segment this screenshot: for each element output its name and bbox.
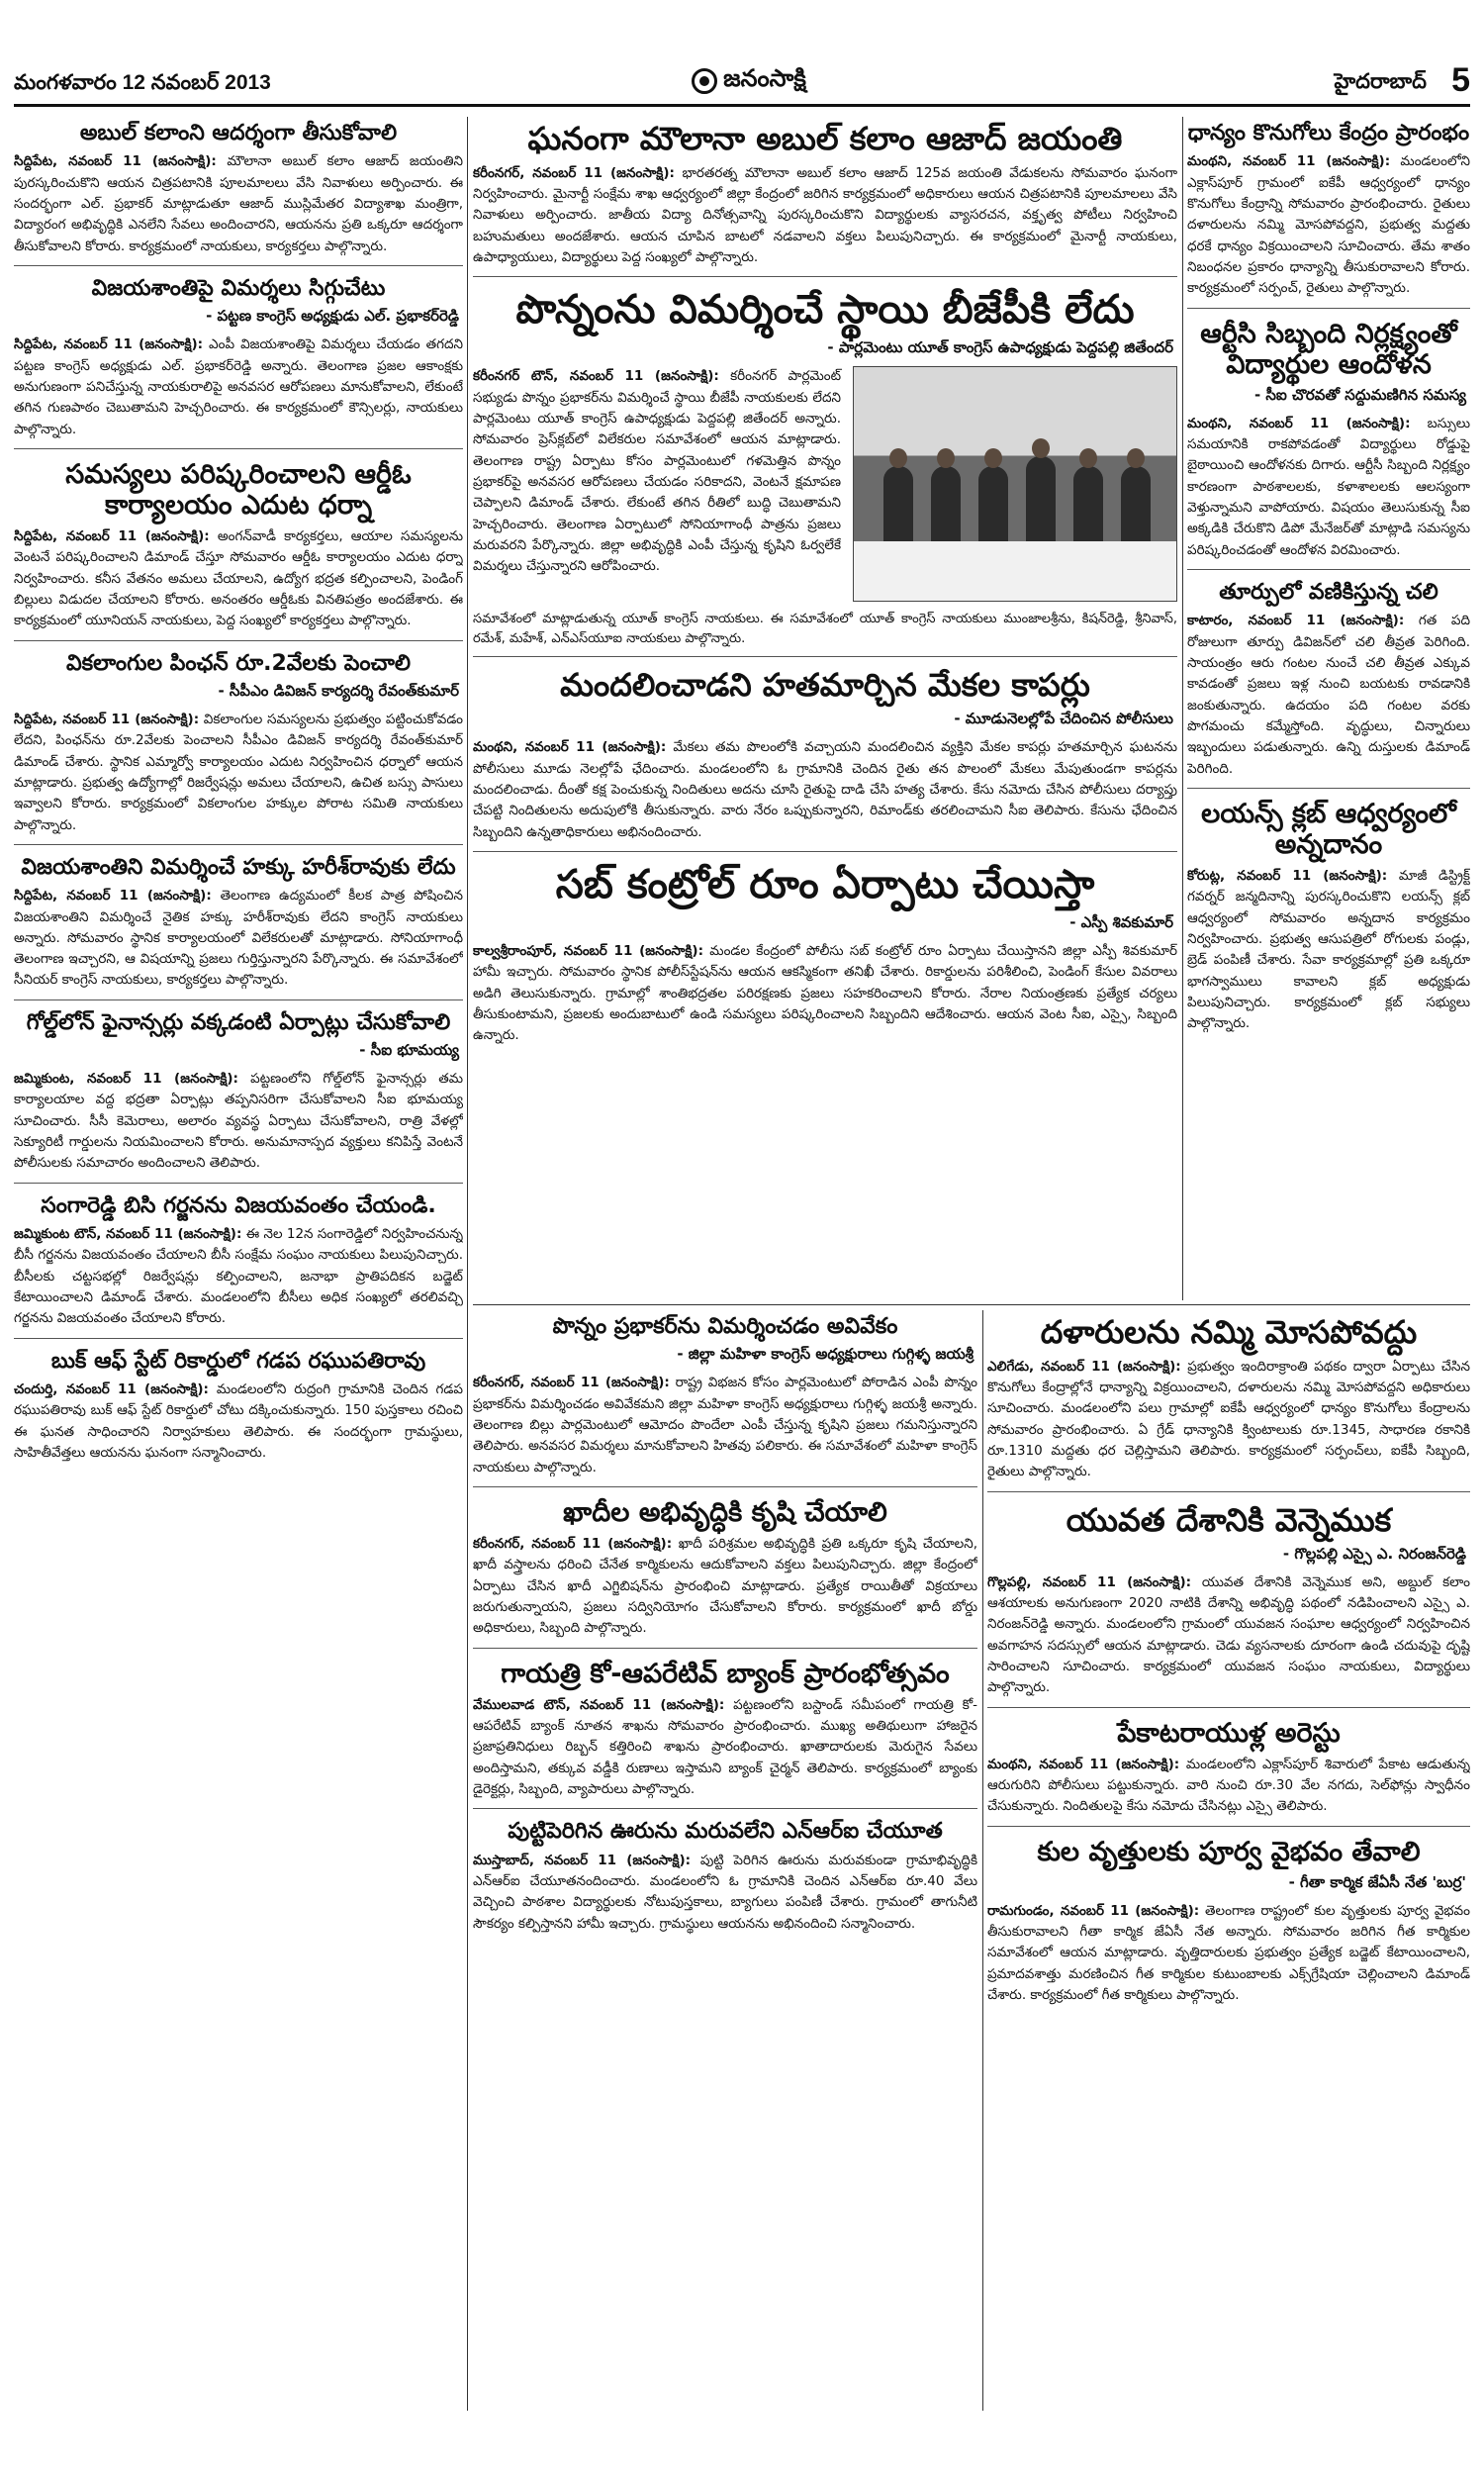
article-text: అంగన్‌వాడీ కార్యకర్తలు, ఆయాల సమస్యలను వెంటనే పరిష్కరించాలని డిమాండ్ చేస్తూ సోమవారం ఆర్డీఓ కార్యాలయం ఎదుట ధర్నా నిర్వహించారు. కనీస వేతనం అమలు చేయాలని, ఉద్యోగ భద్రత కల్పించాలని, పెండింగ్ బిల్లులు విడుదల చేయాలని కోరారు. అనంతరం ఆర్డీఓకు వినతిపత్రం అందజేశారు. ఈ కార్యక్రమంలో యూనియన్ నాయకులు, పెద్ద సంఖ్యలో కార్యకర్తలు పాల్గొన్నారు. <box>14 527 463 629</box>
issue-date: మంగళవారం 12 నవంబర్ 2013 <box>14 71 271 94</box>
dateline: చందుర్తి, నవంబర్ 11 (జనంసాక్షి): <box>14 1380 209 1397</box>
article-body <box>14 334 463 440</box>
dateline: కరీంనగర్, నవంబర్ 11 (జనంసాక్షి): <box>473 1535 673 1552</box>
headline: పుట్టిపెరిగిన ఊరును మరువలేని ఎన్‌ఆర్‌ఐ చేయూత <box>508 1819 943 1845</box>
headline: సబ్ కంట్రోల్ రూం ఏర్పాటు చేయిస్తా <box>555 861 1095 907</box>
headline: గాయత్రి కో-ఆపరేటివ్ బ్యాంక్ ప్రారంభోత్సవం <box>501 1658 950 1689</box>
article-text: మేకలు తమ పొలంలోకి వచ్చాయని మందలించిన వ్యక్తిని మేకల కాపర్లు హతమార్చిన ఘటనను పోలీసులు మూడు నెలల్లోపే ఛేదించారు. మండలంలోని ఓ గ్రామానికి చెందిన రైతు తన పొలంలో మేకలు మేపుతుండగా కాపర్లను మందలించాడు. దీంతో కక్ష పెంచుకున్న నిందితులు అదను చూసి రైతుపై దాడి చేసి హత్య చేశారు. కేసు నమోదు చేసిన పోలీసులు దర్యాప్తు చేపట్టి నిందితులను అదుపులోకి తీసుకున్నారు. వారు నేరం ఒప్పుకున్నారని, రిమాండ్‌కు తరలించామని సీఐ తెలిపారు. కేసును ఛేదించిన సిబ్బందిని ఉన్నతాధికారులు అభినందించారు. <box>473 739 1177 840</box>
article-text: మౌలానా అబుల్ కలాం ఆజాద్ జయంతిని పురస్కరించుకొని ఆయన చిత్రపటానికి పూలమాలలు వేసి నివాళులు అర్పించారు. ఈ సందర్భంగా ఎల్. ప్రభాకర్ మాట్లాడుతూ ఆజాద్ ముస్లిమేతర విద్యాశాఖ మంత్రిగా, విద్యారంగ అభివృద్ధికి ఎనలేని సేవలు అందించారని, ఆయనను ప్రతి ఒక్కరూ ఆదర్శంగా తీసుకోవాలని కోరారు. కార్యక్రమంలో నాయకులు, కార్యకర్తలు పాల్గొన్నారు. <box>14 153 463 254</box>
dateline: ముస్తాబాద్, నవంబర్ 11 (జనంసాక్షి): <box>473 1852 692 1868</box>
dateline: రామగుండం, నవంబర్ 11 (జనంసాక్షి): <box>987 1902 1200 1919</box>
edition-city: హైదరాబాద్ <box>1334 69 1427 93</box>
logo-text: జనంసాక్షి <box>723 64 806 92</box>
byline: - గీతా కార్మిక జేఏసీ నేత 'బుర్ర' <box>1288 1872 1466 1891</box>
dateline: మంథని, నవంబర్ 11 (జనంసాక్షి): <box>1187 415 1411 431</box>
article-body <box>987 1572 1470 1699</box>
dateline: ఎలిగేడు, నవంబర్ 11 (జనంసాక్షి): <box>987 1358 1181 1375</box>
article-text: మండల కేంద్రంలో పోలీసు సబ్ కంట్రోల్ రూం ఏర్పాటు చేయిస్తానని జిల్లా ఎస్పీ శివకుమార్ హామీ ఇచ్చారు. సోమవారం స్థానిక పోలీస్‌స్టేషన్‌ను ఆయన ఆకస్మికంగా తనిఖీ చేశారు. రికార్డులను పరిశీలించి, పెండింగ్ కేసుల వివరాలు అడిగి తెలుసుకున్నారు. గ్రామాల్లో శాంతిభద్రతల పరిరక్షణకు ప్రజలు సహకరించాలని కోరారు. నేరాల నియంత్రణకు ప్రత్యేక చర్యలు తీసుకుంటామని, ప్రజలకు అందుబాటులో ఉండి సమస్యలు పరిష్కరించాలని సిబ్బందిని ఆదేశించారు. ఆయన వెంట సీఐ, ఎస్సై, సిబ్బంది ఉన్నారు. <box>473 942 1177 1044</box>
article-body <box>14 1380 463 1464</box>
article-body <box>14 886 463 992</box>
dateline: గొల్లపల్లి, నవంబర్ 11 (జనంసాక్షి): <box>987 1573 1192 1590</box>
headline: పొన్నం ప్రభాకర్‌ను విమర్శించడం అవివేకం <box>552 1314 898 1339</box>
article-gayatri-bank <box>473 1659 977 1810</box>
dateline: కాల్వశ్రీరాంపూర్, నవంబర్ 11 (జనంసాక్షి): <box>473 942 703 959</box>
article-text: మండలంలోని ఎక్లాస్‌పూర్ గ్రామంలో ఐకేపీ ఆధ్వర్యంలో ధాన్యం కొనుగోలు కేంద్రాన్ని సోమవారం ప్రారంభించారు. రైతులు దళారులను నమ్మి మోసపోవద్దని, ప్రభుత్వ మద్దతు ధరకే ధాన్యం విక్రయించాలని సూచించారు. తేమ శాతం నిబంధనల ప్రకారం ధాన్యాన్ని తీసుకురావాలని కోరారు. కార్యక్రమంలో సర్పంచ్, రైతులు పాల్గొన్నారు. <box>1187 153 1470 297</box>
article-youth <box>987 1502 1470 1708</box>
dateline: కోరుట్ల, నవంబర్ 11 (జనంసాక్షి): <box>1187 868 1388 884</box>
bottom-right-column <box>987 1310 1470 2411</box>
article-body <box>987 1755 1470 1818</box>
article-body <box>473 1851 977 1935</box>
article-text: యువత దేశానికి వెన్నెముక అని, అబ్దుల్ కలాం ఆశయాలకు అనుగుణంగా 2020 నాటికి దేశాన్ని అభివృద్ధి పథంలో నడిపించాలని ఎస్సై ఎ. నిరంజన్‌రెడ్డి అన్నారు. మండలంలోని గ్రామంలో యువజన సంఘాల ఆధ్వర్యంలో నిర్వహించిన అవగాహన సదస్సులో ఆయన మాట్లాడారు. చెడు వ్యసనాలకు దూరంగా ఉండి చదువుపై దృష్టి సారించాలని సూచించారు. కార్యక్రమంలో యువజన సంఘం నాయకులు, విద్యార్థులు పాల్గొన్నారు. <box>987 1573 1470 1696</box>
article-cold-wave <box>1187 580 1470 789</box>
article-text: ప్రభుత్వం ఇందిరాక్రాంతి పథకం ద్వారా ఏర్పాటు చేసిన కొనుగోలు కేంద్రాల్లోనే ధాన్యాన్ని విక్రయించాలని, దళారులను నమ్మి మోసపోవద్దని అధికారులు సూచించారు. మండలంలోని పలు గ్రామాల్లో ఐకేపీ ఆధ్వర్యంలో ధాన్యం కొనుగోలు కేంద్రాలను సోమవారం ప్రారంభించారు. ఏ గ్రేడ్ ధాన్యానికి క్వింటాలుకు రూ.1345, సాధారణ రకానికి రూ.1310 మద్దతు ధర చెల్లిస్తామని తెలిపారు. కార్యక్రమంలో సర్పంచ్‌లు, ఐకేపీ సిబ్బంది, రైతులు పాల్గొన్నారు. <box>987 1358 1470 1480</box>
article-body <box>1187 611 1470 780</box>
article-body <box>14 710 463 836</box>
article-text: కరీంనగర్ పార్లమెంట్ సభ్యుడు పొన్నం ప్రభాకర్‌ను విమర్శించే స్థాయి బీజేపీ నాయకులకు లేదని పార్లమెంటు యూత్ కాంగ్రెస్ ఉపాధ్యక్షుడు పెద్దపల్లి జితేందర్ అన్నారు. సోమవారం ప్రెస్‌క్లబ్‌లో విలేకరుల సమావేశంలో ఆయన మాట్లాడారు. తెలంగాణ రాష్ట్ర ఏర్పాటు కోసం పార్లమెంటులో గళమెత్తిన పొన్నం ప్రభాకర్‌పై అనవసర ఆరోపణలు చేయడం సరికాదని, వెంటనే క్షమాపణ చెప్పాలని డిమాండ్ చేశారు. లేకుంటే తగిన రీతిలో బుద్ధి చెబుతామని హెచ్చరించారు. తెలంగాణ ఏర్పాటులో సోనియాగాంధీ పాత్రను ప్రజలు మరువరని పేర్కొన్నారు. జిల్లా అభివృద్ధికి ఎంపీ చేస్తున్న కృషిని ఓర్వలేకే విమర్శలు చేస్తున్నారని ఆరోపించారు. <box>473 368 841 575</box>
byline: - పార్లమెంటు యూత్ కాంగ్రెస్ ఉపాధ్యక్షుడు పెద్దపల్లి జితేందర్ <box>827 338 1173 357</box>
headline: సమస్యలు పరిష్కరించాలని ఆర్డీఓ కార్యాలయం ఎదుట ధర్నా <box>65 458 412 521</box>
article-vijayashanti-criticism <box>14 276 463 449</box>
logo-icon <box>692 68 717 94</box>
article-body <box>14 1069 463 1175</box>
byline: - గొల్లపల్లి ఎస్సై ఎ. నిరంజన్‌రెడ్డి <box>1282 1544 1466 1563</box>
article-caste-occupations <box>987 1837 1470 2015</box>
article-text: తెలంగాణ రాష్ట్రంలో కుల వృత్తులకు పూర్వ వైభవం తీసుకురావాలని గీతా కార్మిక జేఏసీ నేత అన్నారు. సోమవారం జరిగిన గీత కార్మికుల సమావేశంలో ఆయన మాట్లాడారు. వృత్తిదారులకు ప్రభుత్వం ప్రత్యేక బడ్జెట్ కేటాయించాలని, ప్రమాదవశాత్తు మరణించిన గీత కార్మికుల కుటుంబాలకు ఎక్స్‌గ్రేషియా చెల్లించాలని డిమాండ్ చేశారు. కార్యక్రమంలో గీత కార్మికులు పాల్గొన్నారు. <box>987 1902 1470 2003</box>
headline: విజయశాంతిని విమర్శించే హక్కు హరీశ్‌రావుకు లేదు <box>21 854 456 880</box>
byline: - పట్టణ కాంగ్రెస్ అధ్యక్షుడు ఎల్. ప్రభాకర్‌రెడ్డి <box>206 307 459 326</box>
article-lions-club <box>1187 799 1470 1043</box>
article-grain-center <box>1187 121 1470 309</box>
page-number: 5 <box>1451 61 1470 99</box>
dateline: జమ్మికుంట టౌన్, నవంబర్ 11 (జనంసాక్షి): <box>14 1226 242 1243</box>
dateline: కరీంనగర్ టౌన్, నవంబర్ 11 (జనంసాక్షి): <box>473 368 719 385</box>
article-middlemen <box>987 1314 1470 1492</box>
dateline: మంథని, నవంబర్ 11 (జనంసాక్షి): <box>473 739 667 756</box>
center-column <box>473 117 1177 1300</box>
headline: అబుల్ కలాంని ఆదర్శంగా తీసుకోవాలి <box>79 121 398 145</box>
article-body <box>473 163 1177 269</box>
article-body <box>473 941 1177 1047</box>
article-azad-jayanthi <box>473 121 1177 277</box>
headline: కుల వృత్తులకు పూర్వ వైభవం తేవాలి <box>1037 1836 1421 1867</box>
right-column <box>1187 117 1470 1300</box>
article-text: మాజీ డిస్ట్రిక్ట్ గవర్నర్ జన్మదినాన్ని పురస్కరించుకొని లయన్స్ క్లబ్ ఆధ్వర్యంలో సోమవారం అన్నదాన కార్యక్రమం నిర్వహించారు. ప్రభుత్వ ఆసుపత్రిలో రోగులకు పండ్లు, బ్రెడ్ పంపిణీ చేశారు. సేవా కార్యక్రమాల్లో ప్రతి ఒక్కరూ భాగస్వాములు కావాలని క్లబ్ అధ్యక్షుడు పిలుపునిచ్చారు. కార్యక్రమంలో క్లబ్ సభ్యులు పాల్గొన్నారు. <box>1187 868 1470 1032</box>
dateline: మంథని, నవంబర్ 11 (జనంసాక్షి): <box>987 1756 1180 1772</box>
article-ponnam-mahila <box>473 1314 977 1487</box>
dateline: సిద్దిపేట, నవంబర్ 11 (జనంసాక్షి): <box>14 888 212 904</box>
column-divider <box>1182 117 1183 1300</box>
article-body <box>473 1695 977 1801</box>
dateline: సిద్దిపేట, నవంబర్ 11 (జనంసాక్షి): <box>14 527 210 544</box>
headline: దళారులను నమ్మి మోసపోవద్దు <box>1040 1313 1418 1351</box>
article-sub-control-room <box>473 862 1177 1055</box>
headline: వికలాంగుల పింఛన్ రూ.2వేలకు పెంచాలి <box>66 650 411 676</box>
dateline: కరీంనగర్, నవంబర్ 11 (జనంసాక్షి): <box>473 164 675 181</box>
article-rdo-dharna <box>14 459 463 641</box>
article-body <box>14 151 463 257</box>
article-body <box>14 1224 463 1330</box>
article-book-of-records <box>14 1349 463 1473</box>
article-body <box>1187 414 1470 561</box>
dateline: జమ్మికుంట, నవంబర్ 11 (జనంసాక్షి): <box>14 1071 238 1088</box>
article-body <box>1187 151 1470 299</box>
headline: సంగారెడ్డి బిసి గర్జనను విజయవంతం చేయండి. <box>41 1192 436 1218</box>
article-text: మండలంలోని రుద్రంగి గ్రామానికి చెందిన గడప రఘుపతిరావు బుక్ ఆఫ్ స్టేట్ రికార్డులో చోటు దక్కించుకున్నారు. 150 పుస్తకాలు రచించి ఈ ఘనత సాధించారని నిర్వాహకులు తెలిపారు. ఈ సందర్భంగా గ్రామస్థులు, సాహితీవేత్తలు ఆయనను ఘనంగా సన్మానించారు. <box>14 1380 463 1461</box>
column-divider <box>467 117 468 2411</box>
article-bc-garjana <box>14 1193 463 1339</box>
article-abul-kalam <box>14 121 463 266</box>
newspaper-logo <box>655 63 843 99</box>
headline: ఆర్టీసి సిబ్బంది నిర్లక్ష్యంతో విద్యార్థుల ఆందోళన <box>1200 318 1457 380</box>
article-text: భారతరత్న మౌలానా అబుల్ కలాం ఆజాద్ 125వ జయంతి వేడుకలను సోమవారం ఘనంగా నిర్వహించారు. మైనార్టీ సంక్షేమ శాఖ ఆధ్వర్యంలో జిల్లా కేంద్రంలో జరిగిన కార్యక్రమంలో అధికారులు ఆయన చిత్రపటానికి పూలమాలలు వేసి నివాళులు అర్పించారు. జాతీయ విద్యా దినోత్సవాన్ని పురస్కరించుకొని విద్యార్థులకు వ్యాసరచన, వక్తృత్వ పోటీలు నిర్వహించి బహుమతులు అందజేశారు. ఆయన చూపిన బాటలో నడవాలని వక్తలు పిలుపునిచ్చారు. ఈ కార్యక్రమంలో మైనార్టీ నాయకులు, ఉపాధ్యాయులు, విద్యార్థులు పెద్ద సంఖ్యలో పాల్గొన్నారు. <box>473 164 1177 266</box>
dateline: సిద్దిపేట, నవంబర్ 11 (జనంసాక్షి): <box>14 336 204 353</box>
article-text: ఖాదీ పరిశ్రమల అభివృద్ధికి ప్రతి ఒక్కరూ కృషి చేయాలని, ఖాదీ వస్త్రాలను ధరించి చేనేత కార్మికులను ఆదుకోవాలని వక్తలు పిలుపునిచ్చారు. జిల్లా కేంద్రంలో ఏర్పాటు చేసిన ఖాదీ ఎగ్జిబిషన్‌ను ప్రారంభించి మాట్లాడారు. ప్రత్యేక రాయితీతో విక్రయాలు జరుగుతున్నాయని, ప్రజలు సద్వినియోగం చేసుకోవాలని కోరారు. కార్యక్రమంలో ఖాదీ బోర్డు అధికారులు, సిబ్బంది పాల్గొన్నారు. <box>473 1535 977 1637</box>
column-divider <box>982 1310 983 2411</box>
article-ponnam-bjp <box>473 287 1177 657</box>
headline: ధాన్యం కొనుగోలు కేంద్రం ప్రారంభం <box>1187 121 1470 145</box>
article-goat-herders-murder <box>473 667 1177 851</box>
article-text: పట్టణంలోని బస్టాండ్ సమీపంలో గాయత్రి కో-ఆపరేటివ్ బ్యాంక్ నూతన శాఖను సోమవారం ప్రారంభించారు. ముఖ్య అతిథులుగా హాజరైన ప్రజాప్రతినిధులు రిబ్బన్ కత్తిరించి శాఖను ప్రారంభించారు. ఖాతాదారులకు మెరుగైన సేవలు అందిస్తామని, తక్కువ వడ్డీకి రుణాలు ఇస్తామని బ్యాంక్ చైర్మన్ తెలిపారు. కార్యక్రమంలో బ్యాంకు డైరెక్టర్లు, సిబ్బంది, వ్యాపారులు పాల్గొన్నారు. <box>473 1696 977 1797</box>
article-body <box>1187 866 1470 1035</box>
byline: - ఎస్పీ శివకుమార్ <box>1069 912 1173 931</box>
headline: పొన్నంను విమర్శించే స్థాయి బీజేపీకి లేదు <box>515 287 1135 333</box>
byline: - సీఐ చొరవతో సద్దుమణిగిన సమస్య <box>1253 385 1466 404</box>
byline: - సీపీఎం డివిజన్ కార్యదర్శి రేవంత్‌కుమార్ <box>218 681 459 700</box>
headline: పేకాటరాయుళ్ల అరెస్టు <box>1117 1717 1341 1749</box>
section-divider <box>473 1304 1470 1305</box>
article-text: తెలంగాణ ఉద్యమంలో కీలక పాత్ర పోషించిన విజయశాంతిని విమర్శించే నైతిక హక్కు హరీశ్‌రావుకు లేదని కాంగ్రెస్ నాయకులు అన్నారు. సోమవారం స్థానిక కార్యాలయంలో విలేకరులతో మాట్లాడారు. సోనియాగాంధీ తెలంగాణ ఇచ్చారని, ఆ విషయాన్ని ప్రజలు గుర్తిస్తున్నారని పేర్కొన్నారు. ఈ సమావేశంలో సీనియర్ కాంగ్రెస్ నాయకులు, కార్యకర్తలు పాల్గొన్నారు. <box>14 888 463 989</box>
dateline: సిద్దిపేట, నవంబర్ 11 (జనంసాక్షి): <box>14 153 217 170</box>
article-body <box>14 526 463 632</box>
article-body <box>987 1901 1470 2007</box>
photo-caption: సమావేశంలో మాట్లాడుతున్న యూత్ కాంగ్రెస్ నాయకులు. ఈ సమావేశంలో యూత్ కాంగ్రెస్ నాయకులు ముంజాలశ్రీను, కిషన్‌రెడ్డి, శ్రీనివాస్, రమేశ్, మహేశ్, ఎన్‌ఎస్‌యూఐ నాయకులు పాల్గొన్నారు. <box>473 612 1177 646</box>
dateline: కరీంనగర్, నవంబర్ 11 (జనంసాక్షి): <box>473 1375 670 1391</box>
article-gold-loan <box>14 1010 463 1184</box>
headline: విజయశాంతిపై విమర్శలు సిగ్గుచేటు <box>91 275 386 301</box>
headline: ఖాదీల అభివృద్ధికి కృషి చేయాలి <box>563 1496 887 1528</box>
bottom-center-column <box>473 1310 977 2411</box>
article-body <box>473 737 1177 843</box>
article-text: ఈ నెల 12న సంగారెడ్డిలో నిర్వహించనున్న బీసీ గర్జనను విజయవంతం చేయాలని బీసీ సంక్షేమ సంఘం నాయకులు పిలుపునిచ్చారు. బీసీలకు చట్టసభల్లో రిజర్వేషన్లు కల్పించాలని, జనాభా ప్రాతిపదికన బడ్జెట్ కేటాయించాలని డిమాండ్ చేశారు. మండలంలోని బీసీలు అధిక సంఖ్యలో తరలివచ్చి గర్జనను విజయవంతం చేయాలని కోరారు. <box>14 1226 463 1327</box>
press-meet-photo <box>853 366 1177 602</box>
dateline: కాటారం, నవంబర్ 11 (జనంసాక్షి): <box>1187 613 1405 629</box>
article-gamblers-arrest <box>987 1718 1470 1827</box>
article-body <box>473 1373 977 1478</box>
article-text: బస్సులు సమయానికి రాకపోవడంతో విద్యార్థులు రోడ్డుపై బైఠాయించి ఆందోళనకు దిగారు. ఆర్టీసీ సిబ్బంది నిర్లక్ష్యం కారణంగా పాఠశాలలకు, కళాశాలలకు ఆలస్యంగా వెళ్తున్నామని వాపోయారు. విషయం తెలుసుకున్న సీఐ అక్కడికి చేరుకొని డిపో మేనేజర్‌తో మాట్లాడి సమస్యను పరిష్కరించడంతో ఆందోళన విరమించారు. <box>1187 415 1470 558</box>
article-text: మండలంలోని ఎక్లాస్‌పూర్ శివారులో పేకాట ఆడుతున్న ఆరుగురిని పోలీసులు పట్టుకున్నారు. వారి నుంచి రూ.30 వేల నగదు, సెల్‌ఫోన్లు స్వాధీనం చేసుకున్నారు. నిందితులపై కేసు నమోదు చేసినట్లు ఎస్సై తెలిపారు. <box>987 1756 1470 1815</box>
article-harish-rao <box>14 855 463 1000</box>
headline: బుక్ ఆఫ్ స్టేట్ రికార్డులో గడప రఘుపతిరావు <box>50 1348 426 1374</box>
article-body <box>473 1534 977 1640</box>
article-body <box>987 1357 1470 1483</box>
page-header <box>14 61 1470 107</box>
headline: లయన్స్ క్లబ్ ఆధ్వర్యంలో అన్నదానం <box>1201 798 1456 860</box>
headline: తూర్పులో వణికిస్తున్న చలి <box>1219 579 1438 605</box>
headline: గోల్డ్‌లోన్ ఫైనాన్సర్లు వక్కడంటి ఏర్పాట్లు చేసుకోవాలి <box>26 1009 451 1035</box>
dateline: మంథని, నవంబర్ 11 (జనంసాక్షి): <box>1187 153 1391 170</box>
article-khadi <box>473 1497 977 1649</box>
article-text: గత పది రోజులుగా తూర్పు డివిజన్‌లో చలి తీవ్రత పెరిగింది. సాయంత్రం ఆరు గంటల నుంచే చలి తీవ్రత ఎక్కువ కావడంతో ప్రజలు ఇళ్ల నుంచి బయటకు రావడానికి జంకుతున్నారు. ఉదయం పది గంటల వరకు పొగమంచు కమ్మేస్తోంది. వృద్ధులు, చిన్నారులు ఇబ్బందులు పడుతున్నారు. ఉన్ని దుస్తులకు డిమాండ్ పెరిగింది. <box>1187 613 1470 777</box>
byline: - సీఐ భూమయ్య <box>359 1041 459 1060</box>
article-nri-help <box>473 1819 977 1943</box>
left-column <box>14 117 463 2411</box>
headline: మందలించాడని హతమార్చిన మేకల కాపర్లు <box>560 666 1090 705</box>
byline: - జిల్లా మహిళా కాంగ్రెస్ అధ్యక్షురాలు గుగ్గిళ్ళ జయశ్రీ <box>677 1345 974 1364</box>
article-disabled-pension <box>14 651 463 845</box>
article-text: వికలాంగుల సమస్యలను ప్రభుత్వం పట్టించుకోవడం లేదని, పింఛన్‌ను రూ.2వేలకు పెంచాలని సీపీఎం డివిజన్ కార్యదర్శి రేవంత్‌కుమార్ డిమాండ్ చేశారు. స్థానిక ఎమ్మార్వో కార్యాలయం ఎదుట నిర్వహించిన ధర్నాలో ఆయన మాట్లాడారు. ప్రభుత్వ ఉద్యోగాల్లో రిజర్వేషన్లు అమలు చేయాలని, ఉచిత బస్సు పాసులు ఇవ్వాలని కోరారు. కార్యక్రమంలో వికలాంగుల హక్కుల పోరాట సమితి నాయకులు పాల్గొన్నారు. <box>14 711 463 833</box>
article-rtc-protest <box>1187 319 1470 570</box>
headline: యువత దేశానికి వెన్నెముక <box>1066 1500 1392 1539</box>
article-text: పట్టణంలోని గోల్డ్‌లోన్ ఫైనాన్సర్లు తమ కార్యాలయాల వద్ద భద్రతా ఏర్పాట్లు తప్పనిసరిగా చేసుకోవాలని సీఐ భూమయ్య సూచించారు. సీసీ కెమెరాలు, అలారం వ్యవస్థ ఏర్పాటు చేసుకోవాలని, రాత్రి వేళల్లో సెక్యూరిటీ గార్డులను నియమించాలని కోరారు. అనుమానాస్పద వ్యక్తులు కనిపిస్తే వెంటనే పోలీసులకు సమాచారం అందించాలని తెలిపారు. <box>14 1071 463 1172</box>
article-text: ఎంపీ విజయశాంతిపై విమర్శలు చేయడం తగదని పట్టణ కాంగ్రెస్ అధ్యక్షుడు ఎల్. ప్రభాకర్‌రెడ్డి అన్నారు. తెలంగాణ ప్రజల ఆకాంక్షకు అనుగుణంగా పనిచేస్తున్న నాయకురాలిపై అనవసర ఆరోపణలు మానుకోవాలని, లేకుంటే తగిన గుణపాఠం చెబుతామని హెచ్చరించారు. ఈ కార్యక్రమంలో కౌన్సిలర్లు, నాయకులు పాల్గొన్నారు. <box>14 336 463 437</box>
byline: - మూడునెలల్లోపే చేదించిన పోలీసులు <box>954 710 1173 728</box>
headline: ఘనంగా మౌలానా అబుల్ కలాం ఆజాద్ జయంతి <box>527 120 1123 157</box>
dateline: సిద్దిపేట, నవంబర్ 11 (జనంసాక్షి): <box>14 711 200 727</box>
dateline: వేములవాడ టౌన్, నవంబర్ 11 (జనంసాక్షి): <box>473 1696 725 1713</box>
article-text: రాష్ట్ర విభజన కోసం పార్లమెంటులో పోరాడిన ఎంపీ పొన్నం ప్రభాకర్‌ను విమర్శించడం అవివేకమని జిల్లా మహిళా కాంగ్రెస్ అధ్యక్షురాలు గుగ్గిళ్ళ జయశ్రీ అన్నారు. తెలంగాణ బిల్లు పార్లమెంటులో ఆమోదం పొందేలా ఎంపీ చేస్తున్న కృషిని ప్రజలు గమనిస్తున్నారని తెలిపారు. అనవసర విమర్శలు మానుకోవాలని హితవు పలికారు. ఈ సమావేశంలో మహిళా కాంగ్రెస్ నాయకులు పాల్గొన్నారు. <box>473 1375 977 1475</box>
article-text: పుట్టి పెరిగిన ఊరును మరువకుండా గ్రామాభివృద్ధికి ఎన్‌ఆర్‌ఐ చేయూతనందించారు. మండలంలోని ఓ గ్రామానికి చెందిన ఎన్‌ఆర్‌ఐ రూ.40 వేలు వెచ్చించి పాఠశాల విద్యార్థులకు నోటుపుస్తకాలు, బ్యాగులు పంపిణీ చేశారు. గ్రామంలో తాగునీటి సౌకర్యం కల్పిస్తానని హామీ ఇచ్చారు. గ్రామస్థులు ఆయనను అభినందించి సన్మానించారు. <box>473 1852 977 1932</box>
